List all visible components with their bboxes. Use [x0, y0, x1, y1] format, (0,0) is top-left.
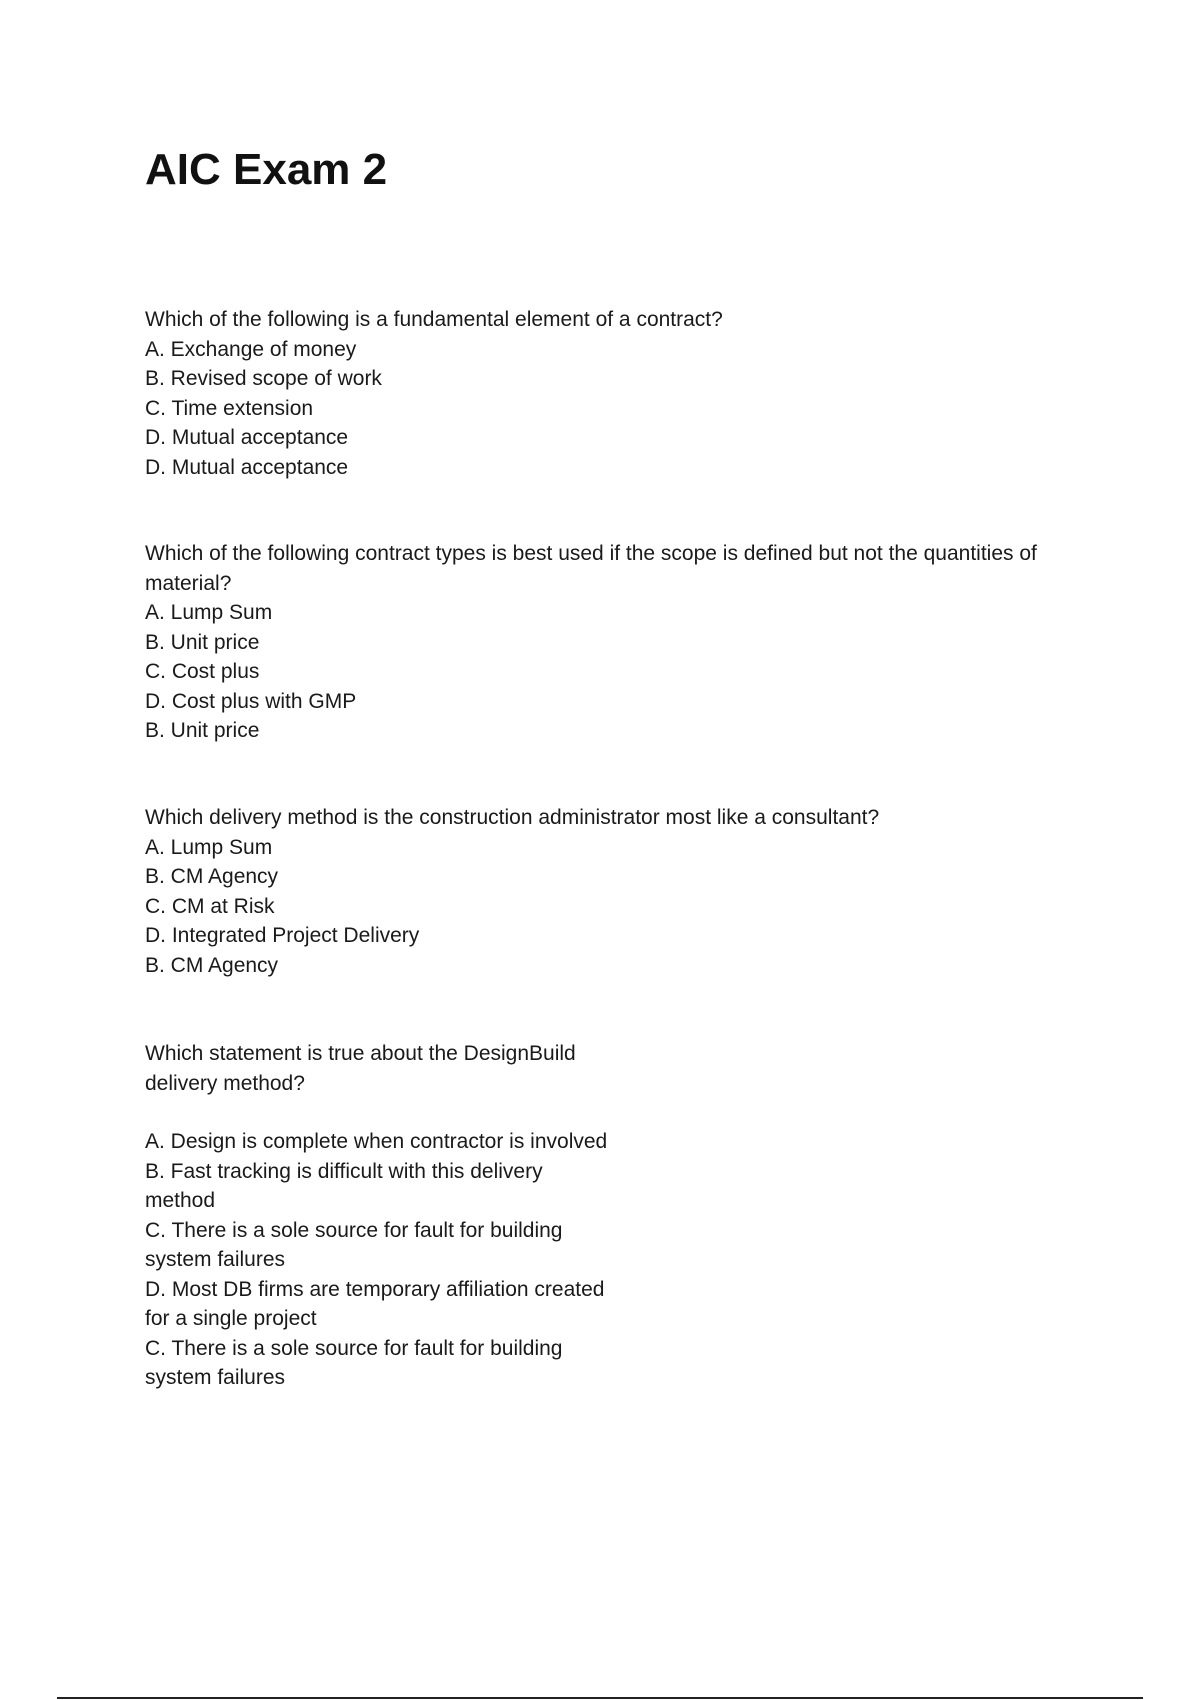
options-list: [145, 1127, 615, 1393]
option-a: A. Design is complete when contractor is involved: [145, 1130, 608, 1153]
question-block-4: [145, 1039, 615, 1393]
page-title: AIC Exam 2: [145, 145, 388, 194]
option-d: D. Integrated Project Delivery: [145, 924, 420, 947]
question-block-3: [145, 803, 879, 980]
question-prompt: Which delivery method is the construction administrator most like a consultant?: [145, 806, 880, 829]
option-d: D. Cost plus with GMP: [145, 689, 357, 713]
option-d: D. Most DB firms are temporary affiliation created for a single project: [145, 1277, 605, 1330]
option-a: A. Exchange of money: [145, 337, 357, 361]
option-c: C. Cost plus: [145, 660, 260, 683]
option-b: B. Revised scope of work: [145, 367, 382, 390]
option-a: A. Lump Sum: [145, 835, 273, 859]
option-d: D. Mutual acceptance: [145, 426, 349, 449]
option-b: B. CM Agency: [145, 865, 279, 888]
question-prompt: Which of the following contract types is best used if the scope is defined but not the quantities of material?: [145, 542, 1037, 595]
answer-line: B. CM Agency: [145, 953, 279, 977]
question-block-1: [145, 305, 723, 482]
answer-line: C. There is a sole source for fault for building system failures: [145, 1336, 563, 1389]
question-prompt: Which statement is true about the DesignBuild delivery method?: [145, 1042, 576, 1095]
question-block-2: [145, 539, 1105, 746]
option-c: C. There is a sole source for fault for building system failures: [145, 1218, 563, 1271]
question-prompt: Which of the following is a fundamental element of a contract?: [145, 308, 723, 331]
option-a: A. Lump Sum: [145, 601, 273, 624]
footer-divider: [57, 1697, 1143, 1699]
answer-line: B. Unit price: [145, 719, 260, 742]
answer-line: D. Mutual acceptance: [145, 455, 349, 479]
option-b: B. Fast tracking is difficult with this delivery method: [145, 1159, 543, 1212]
option-c: C. CM at Risk: [145, 894, 275, 918]
option-c: C. Time extension: [145, 396, 314, 420]
option-b: B. Unit price: [145, 630, 260, 654]
